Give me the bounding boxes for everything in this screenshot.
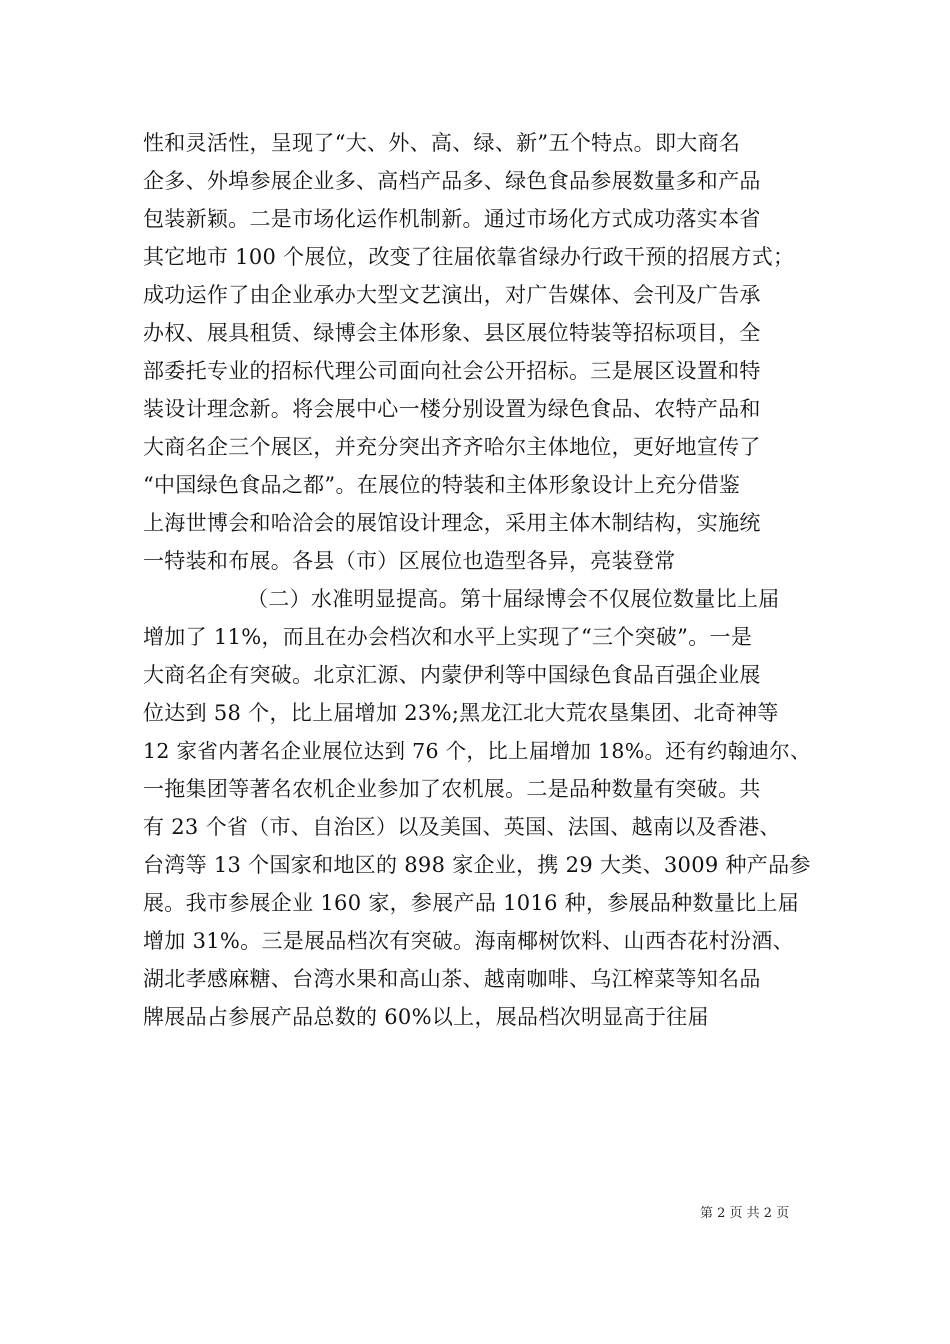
body-text-line: 大商名企有突破。北京汇源、内蒙伊利等中国绿色食品百强企业展 <box>143 663 761 687</box>
body-text-line: 展。我市参展企业 160 家，参展产品 1016 种，参展品种数量比上届 <box>143 891 800 915</box>
body-text-line: “中国绿色食品之都”。在展位的特装和主体形象设计上充分借鉴 <box>143 473 741 497</box>
body-text-line: 其它地市 100 个展位，改变了往届依靠省绿办行政干预的招展方式； <box>143 245 795 269</box>
body-text-line: 部委托专业的招标代理公司面向社会公开招标。三是展区设置和特 <box>143 359 761 383</box>
body-text-line: 性和灵活性，呈现了“大、外、高、绿、新”五个特点。即大商名 <box>143 131 741 155</box>
body-text-line: 上海世博会和哈洽会的展馆设计理念，采用主体木制结构，实施统 <box>143 511 761 535</box>
body-text-line: 有 23 个省（市、自治区）以及美国、英国、法国、越南以及香港、 <box>143 815 781 839</box>
body-text-line: 台湾等 13 个国家和地区的 898 家企业，携 29 大类、3009 种产品参 <box>143 853 811 877</box>
body-text-line: 增加 31%。三是展品档次有突破。海南椰树饮料、山西杏花村汾酒、 <box>143 929 794 953</box>
body-text-line: 牌展品占参展产品总数的 60%以上，展品档次明显高于往届 <box>143 1005 709 1029</box>
body-text-line: 位达到 58 个，比上届增加 23%;黑龙江北大荒农垦集团、北奇神等 <box>143 701 779 725</box>
body-text-line: 大商名企三个展区，并充分突出齐齐哈尔主体地位，更好地宣传了 <box>143 435 761 459</box>
body-text-line: 成功运作了由企业承办大型文艺演出，对广告媒体、会刊及广告承 <box>143 283 761 307</box>
body-text-line: 一拖集团等著名农机企业参加了农机展。二是品种数量有突破。共 <box>143 777 761 801</box>
body-text-line: 装设计理念新。将会展中心一楼分别设置为绿色食品、农特产品和 <box>143 397 761 421</box>
body-text-line: 企多、外埠参展企业多、高档产品多、绿色食品参展数量多和产品 <box>143 169 761 193</box>
body-text-line: 12 家省内著名企业展位达到 76 个，比上届增加 18%。还有约翰迪尔、 <box>143 739 811 763</box>
paragraph-heading-line: （二）水准明显提高。第十届绿博会不仅展位数量比上届 <box>247 587 780 611</box>
body-text-line: 一特装和布展。各县（市）区展位也造型各异，亮装登常 <box>143 549 676 573</box>
page-number-footer: 第 2 页 共 2 页 <box>700 1206 790 1221</box>
body-text-line: 湖北孝感麻糖、台湾水果和高山茶、越南咖啡、乌江榨菜等知名品 <box>143 967 761 991</box>
body-text-line: 包装新颖。二是市场化运作机制新。通过市场化方式成功落实本省 <box>143 207 761 231</box>
body-text-line: 办权、展具租赁、绿博会主体形象、县区展位特装等招标项目，全 <box>143 321 761 345</box>
body-text-line: 增加了 11%，而且在办会档次和水平上实现了“三个突破”。一是 <box>143 625 753 649</box>
